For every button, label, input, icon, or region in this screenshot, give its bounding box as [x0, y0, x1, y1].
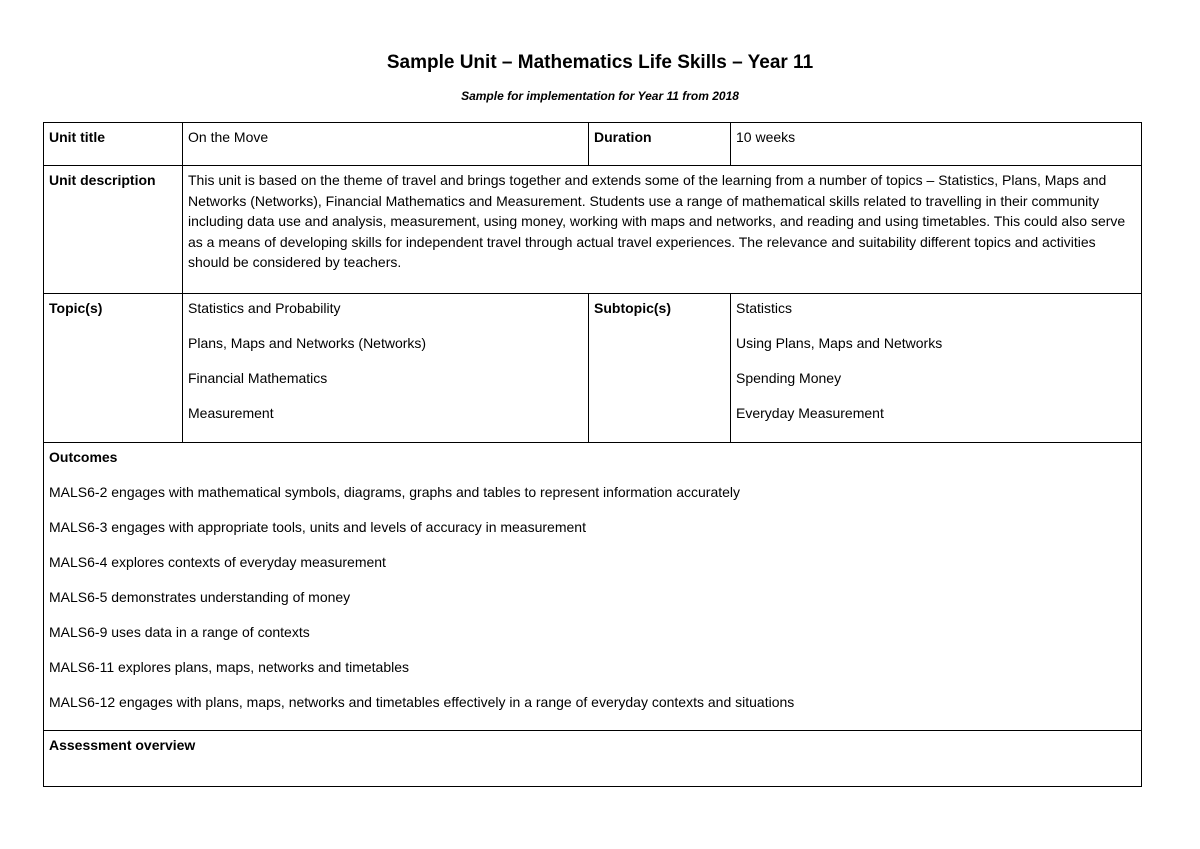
duration-value: 10 weeks — [731, 123, 1142, 166]
duration-label: Duration — [589, 123, 731, 166]
outcome-item: MALS6-5 demonstrates understanding of money — [49, 589, 351, 605]
topics-list — [183, 294, 589, 443]
topic-item: Statistics and Probability — [188, 300, 341, 316]
document-title: Sample Unit – Mathematics Life Skills – Year 11 — [386, 52, 814, 73]
topics-label: Topic(s) — [44, 294, 183, 443]
outcomes-row — [44, 443, 1142, 731]
assessment-overview-label: Assessment overview — [44, 731, 1142, 787]
unit-table — [43, 122, 1142, 787]
topic-item: Measurement — [188, 405, 274, 421]
subtopics-list — [731, 294, 1142, 443]
unit-description-row — [44, 166, 1142, 294]
outcome-item: MALS6-3 engages with appropriate tools, units and levels of accuracy in measurement — [49, 519, 586, 535]
unit-description-label: Unit description — [44, 166, 183, 294]
outcome-item: MALS6-4 explores contexts of everyday measurement — [49, 554, 386, 570]
topic-item: Financial Mathematics — [188, 370, 328, 386]
topic-item: Plans, Maps and Networks (Networks) — [188, 335, 427, 351]
document-subtitle: Sample for implementation for Year 11 from 2018 — [461, 89, 739, 103]
subtopic-item: Everyday Measurement — [736, 405, 884, 421]
outcome-item: MALS6-12 engages with plans, maps, networks and timetables effectively in a range of everyday contexts and situations — [49, 694, 795, 710]
topics-row — [44, 294, 1142, 443]
unit-description-value: This unit is based on the theme of travel and brings together and extends some of the learning from a number of topics – Statistics, Plans, Maps and Networks (Networks), Financial Mathematics and Measurement. Students use a range of mathematical skills related to travelling in their community including data use and analysis, measurement, using money, working with maps and networks, and reading and using timetables. This could also serve as a means of developing skills for independent travel through actual travel experiences. The relevance and suitability different topics and activities should be considered by teachers. — [183, 166, 1142, 294]
unit-title-row — [44, 123, 1142, 166]
unit-title-value: On the Move — [183, 123, 589, 166]
outcome-item: MALS6-11 explores plans, maps, networks and timetables — [49, 659, 410, 675]
subtopic-item: Using Plans, Maps and Networks — [736, 335, 943, 351]
unit-title-label: Unit title — [44, 123, 183, 166]
subtopics-label: Subtopic(s) — [589, 294, 731, 443]
assessment-row — [44, 731, 1142, 787]
subtopic-item: Statistics — [736, 300, 793, 316]
outcomes-cell — [44, 443, 1142, 731]
outcomes-label: Outcomes — [49, 449, 118, 465]
subtopic-item: Spending Money — [736, 370, 842, 386]
outcome-item: MALS6-2 engages with mathematical symbols, diagrams, graphs and tables to represent information accurately — [49, 484, 741, 500]
outcome-item: MALS6-9 uses data in a range of contexts — [49, 624, 310, 640]
